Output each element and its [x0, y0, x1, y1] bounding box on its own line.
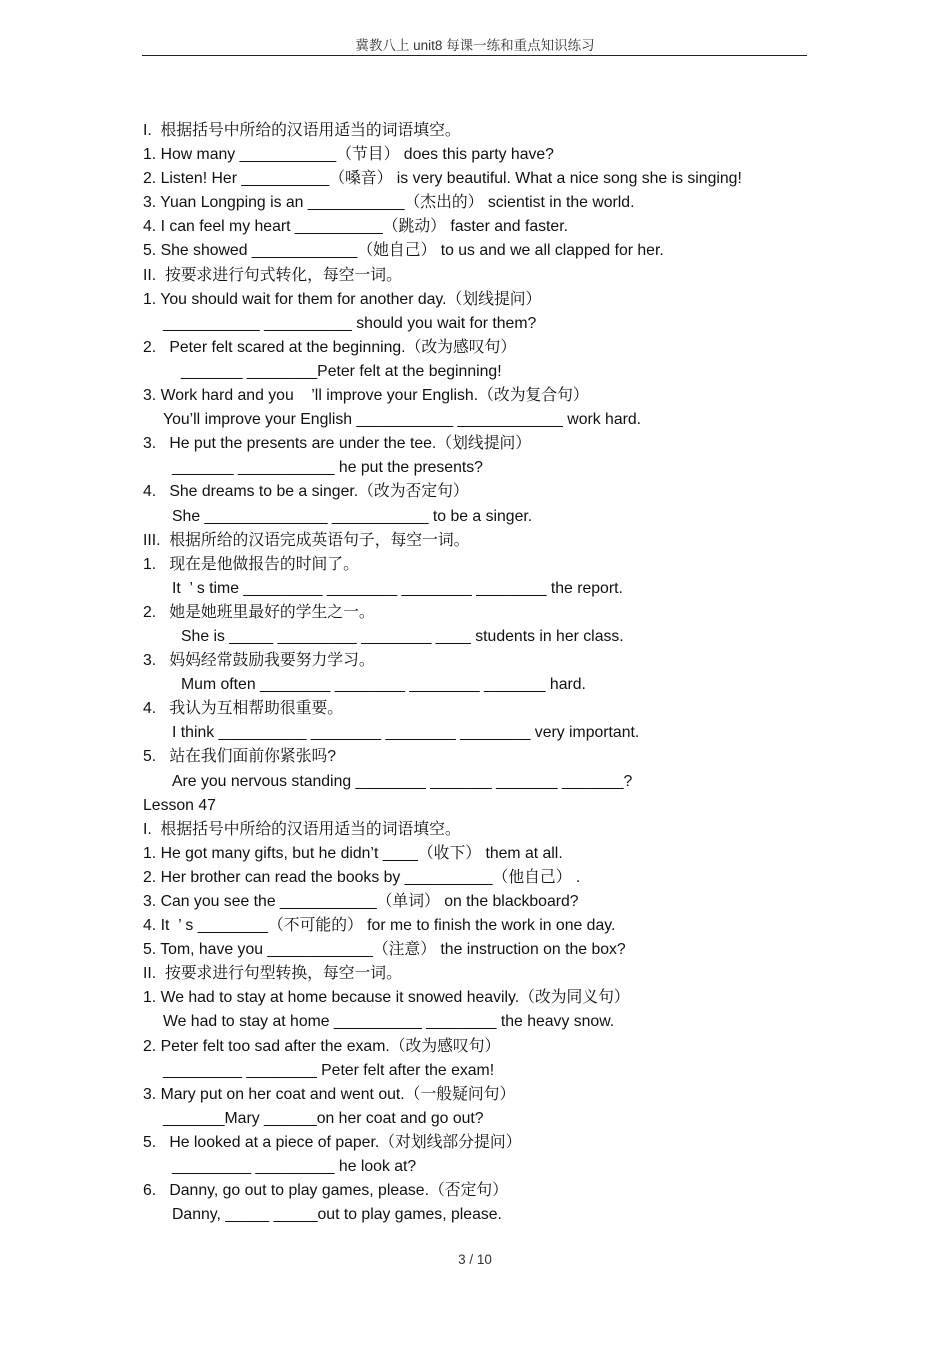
- page-number: 3 / 10: [458, 1252, 492, 1267]
- exercise-line: 1. You should wait for them for another day.（划线提问）: [143, 290, 542, 308]
- exercise-line: 5. 站在我们面前你紧张吗?: [143, 748, 337, 766]
- exercise-line: You’ll improve your English ___________ ____________ work hard.: [163, 411, 642, 429]
- exercise-line: _______Mary ______on her coat and go out?: [163, 1109, 484, 1127]
- exercise-line: I. 根据括号中所给的汉语用适当的词语填空。: [143, 820, 461, 838]
- exercise-line: II. 按要求进行句式转化，每空一词。: [143, 266, 402, 284]
- exercise-line: 3. Mary put on her coat and went out.（一般疑问句）: [143, 1085, 516, 1103]
- exercise-line: 1. We had to stay at home because it snowed heavily.（改为同义句）: [143, 989, 630, 1007]
- exercise-line: II. 按要求进行句型转换，每空一词。: [143, 965, 402, 983]
- page-header: 冀教八上 unit8 每课一练和重点知识练习: [355, 38, 595, 53]
- exercise-line: 1. 现在是他做报告的时间了。: [143, 555, 359, 573]
- exercise-line: I think __________ ________ ________ ________ very important.: [172, 724, 640, 742]
- exercise-line: It ’ s time _________ ________ ________ ________ the report.: [172, 579, 623, 597]
- exercise-line: 3. Yuan Longping is an ___________（杰出的） scientist in the world.: [143, 194, 635, 212]
- exercise-line: Danny, _____ _____out to play games, please.: [172, 1206, 502, 1224]
- exercise-line: _________ ________ Peter felt after the exam!: [163, 1061, 495, 1079]
- exercise-line: 2. Peter felt scared at the beginning.（改为感叹句）: [143, 338, 517, 356]
- exercise-line: 4. 我认为互相帮助很重要。: [143, 700, 344, 718]
- exercise-line: 5. She showed ____________（她自己） to us and we all clapped for her.: [143, 242, 664, 260]
- exercise-line: 2. Peter felt too sad after the exam.（改为感叹句）: [143, 1037, 501, 1055]
- exercise-line: She ______________ ___________ to be a singer.: [172, 507, 533, 525]
- exercise-line: 2. Listen! Her __________（嗓音） is very beautiful. What a nice song she is singing!: [143, 170, 742, 188]
- exercise-line: 4. She dreams to be a singer.（改为否定句）: [143, 483, 469, 501]
- exercise-line: Are you nervous standing ________ _______ _______ _______?: [172, 772, 633, 790]
- exercise-line: Mum often ________ ________ ________ _______ hard.: [181, 676, 586, 694]
- exercise-line: _________ _________ he look at?: [172, 1158, 417, 1176]
- header-divider: [142, 55, 807, 56]
- exercise-line: ___________ __________ should you wait for them?: [163, 314, 537, 332]
- exercise-content: [143, 119, 843, 1227]
- exercise-line: 5. Tom, have you ____________（注意） the instruction on the box?: [143, 941, 626, 959]
- exercise-line: 3. 妈妈经常鼓励我要努力学习。: [143, 652, 375, 670]
- exercise-line: 4. I can feel my heart __________（跳动） faster and faster.: [143, 218, 568, 236]
- exercise-line: 5. He looked at a piece of paper.（对划线部分提问）: [143, 1133, 522, 1151]
- exercise-line: Lesson 47: [143, 796, 216, 814]
- exercise-line: 1. How many ___________（节目） does this party have?: [143, 146, 554, 164]
- exercise-line: _______ ___________ he put the presents?: [172, 459, 483, 477]
- exercise-line: 6. Danny, go out to play games, please.（否定句）: [143, 1182, 508, 1200]
- exercise-line: We had to stay at home __________ ________ the heavy snow.: [163, 1013, 615, 1031]
- exercise-line: 3. Work hard and you ’ll improve your English.（改为复合句）: [143, 387, 589, 405]
- exercise-line: III. 根据所给的汉语完成英语句子，每空一词。: [143, 531, 470, 549]
- exercise-line: 3. He put the presents are under the tee.（划线提问）: [143, 435, 532, 453]
- exercise-line: I. 根据括号中所给的汉语用适当的词语填空。: [143, 122, 461, 139]
- exercise-line: 3. Can you see the ___________（单词） on the blackboard?: [143, 893, 579, 910]
- exercise-line: She is _____ _________ ________ ____ students in her class.: [181, 627, 624, 645]
- exercise-line: _______ ________Peter felt at the beginning!: [181, 362, 502, 380]
- exercise-line: 2. 她是她班里最好的学生之一。: [143, 603, 375, 621]
- exercise-line: 1. He got many gifts, but he didn’t ____（收下） them at all.: [143, 844, 563, 862]
- exercise-line: 2. Her brother can read the books by __________（他自己） .: [143, 868, 581, 886]
- exercise-line: 4. It ’ s ________（不可能的） for me to finish the work in one day.: [143, 917, 616, 935]
